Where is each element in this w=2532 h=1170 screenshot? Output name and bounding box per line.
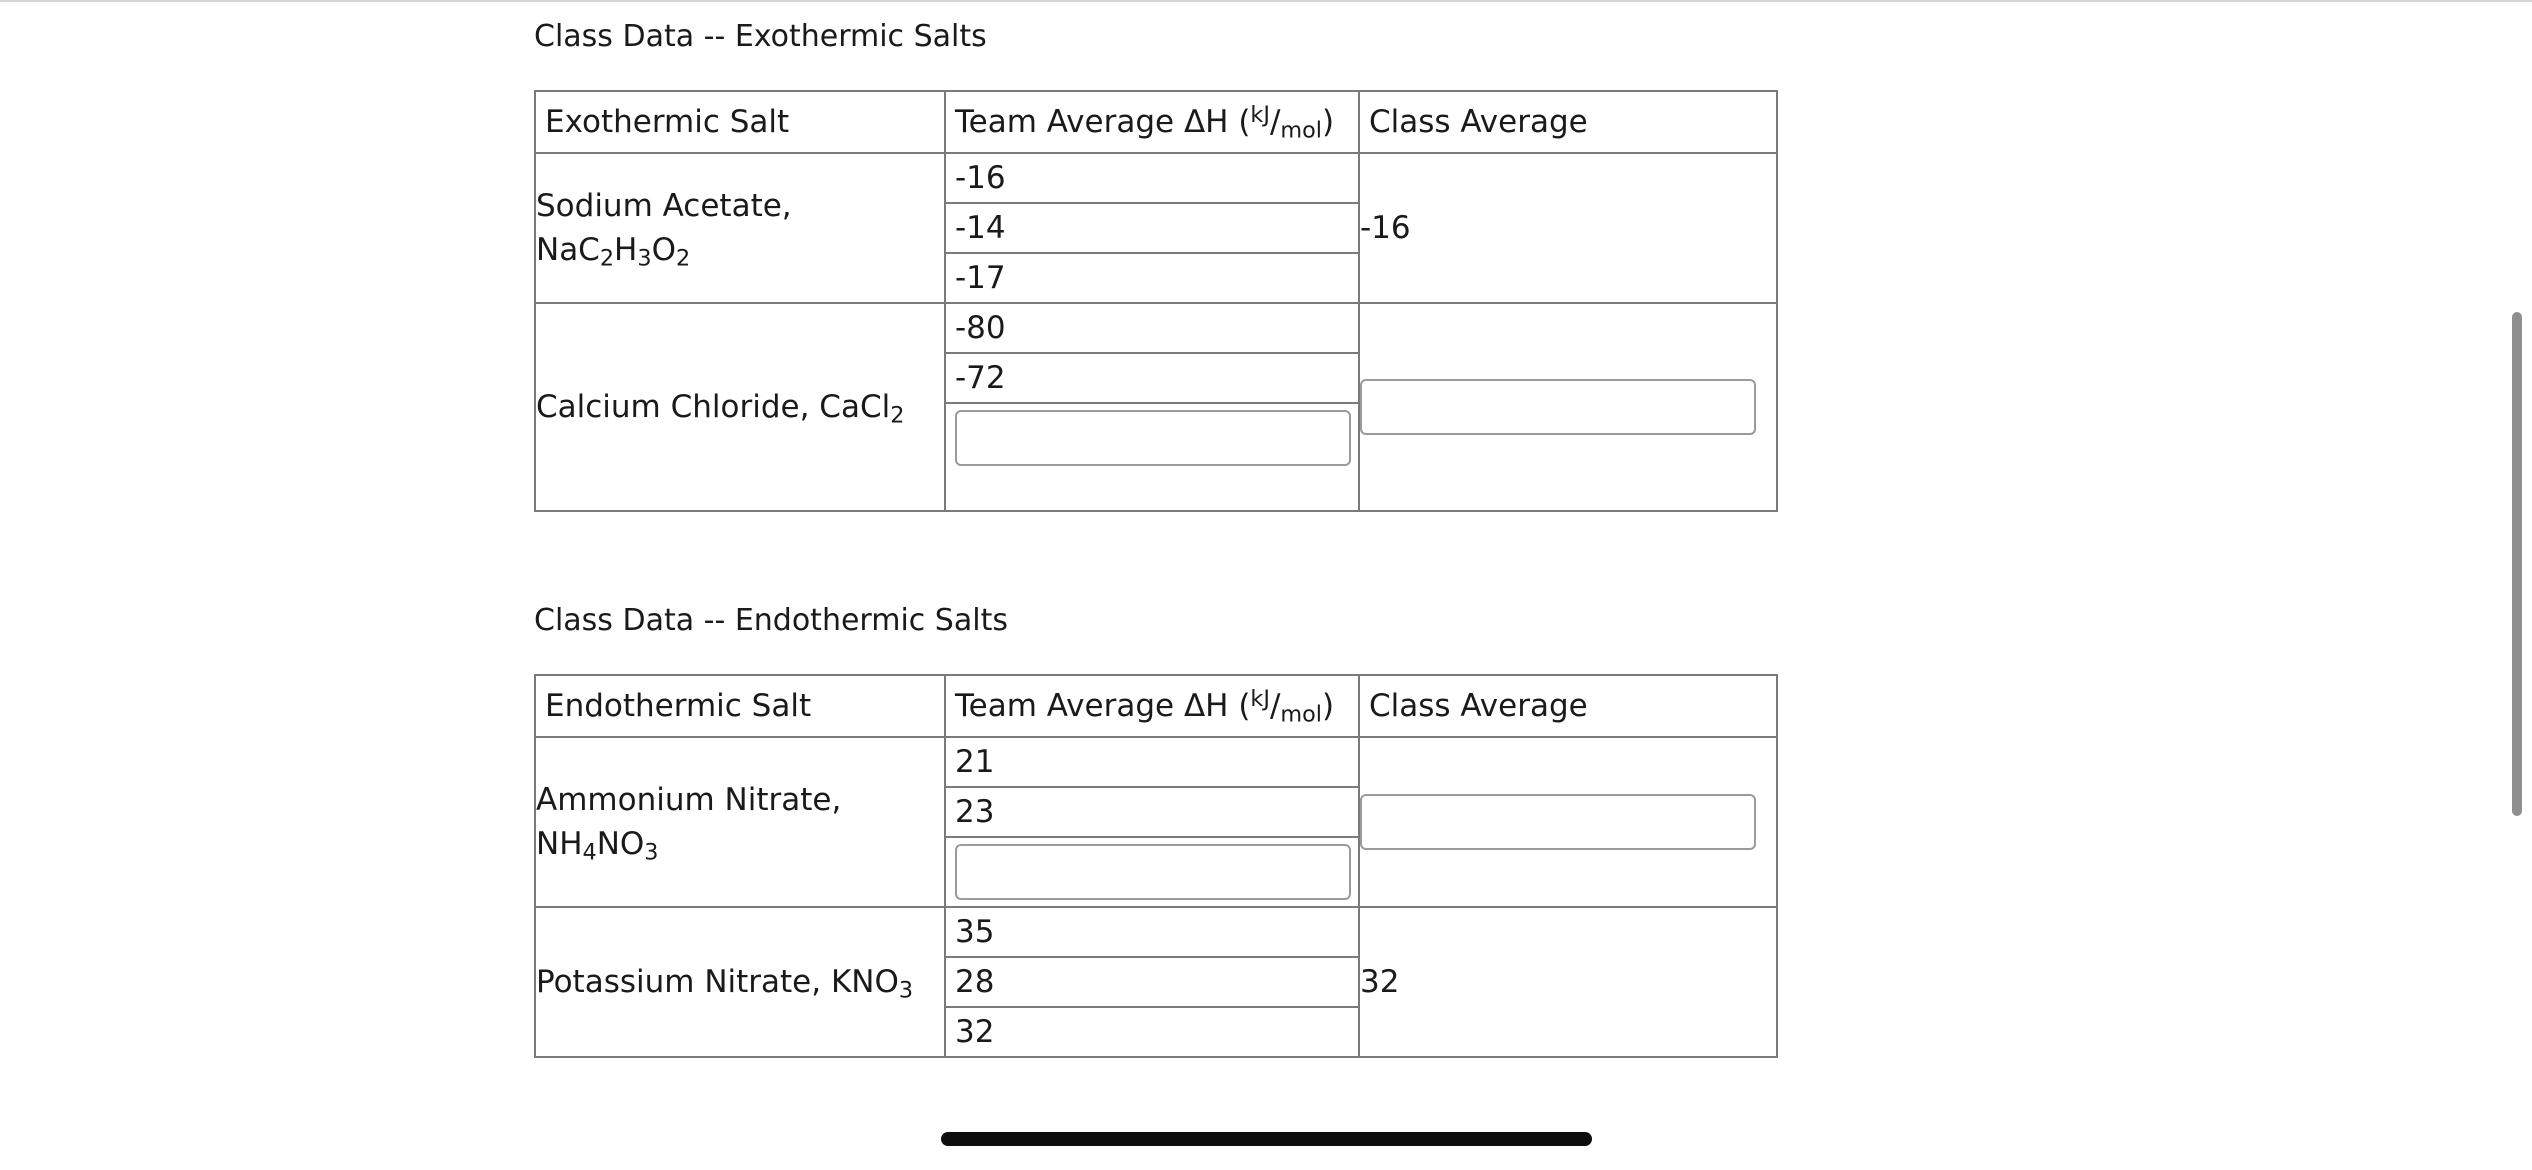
ammonium-nitrate-team-average-input[interactable] <box>955 844 1351 900</box>
header-class-average: Class Average <box>1359 91 1777 153</box>
team-values-potassium-nitrate <box>945 907 1359 1057</box>
table-header-row <box>535 91 1777 153</box>
class-average-sodium-acetate: -16 <box>1359 153 1777 303</box>
header-team-average: Team Average ΔH $(^{kJ}/_{mol})$ <box>945 91 1359 153</box>
table-row-potassium-nitrate <box>535 907 1777 1057</box>
salt-name-ammonium-nitrate: Ammonium Nitrate, $NH_4NO_3$ <box>535 737 945 907</box>
endothermic-section-title: Class Data -- Endothermic Salts <box>534 603 1008 638</box>
table-header-row <box>535 675 1777 737</box>
table-row-sodium-acetate <box>535 153 1777 303</box>
header-class-average: Class Average <box>1359 675 1777 737</box>
calcium-chloride-class-average-input[interactable] <box>1360 379 1756 435</box>
team-value: 23 <box>946 788 1358 838</box>
team-value: -17 <box>955 260 1006 296</box>
team-value: -14 <box>946 204 1358 254</box>
team-values-ammonium-nitrate <box>945 737 1359 907</box>
header-team-average: Team Average ΔH $(^{kJ}/_{mol})$ <box>945 675 1359 737</box>
exothermic-section-title: Class Data -- Exothermic Salts <box>534 19 987 54</box>
exothermic-table <box>534 90 1778 512</box>
team-value: -80 <box>946 304 1358 354</box>
vertical-scrollbar[interactable] <box>2512 312 2522 816</box>
class-average-cell-ammonium-nitrate <box>1359 737 1777 907</box>
team-value: 28 <box>946 958 1358 1008</box>
header-salt: Endothermic Salt <box>535 675 945 737</box>
salt-name-sodium-acetate: Sodium Acetate, $NaC_2H_3O_2$ <box>535 153 945 303</box>
home-indicator[interactable] <box>941 1132 1592 1146</box>
salt-name-calcium-chloride: Calcium Chloride, CaCl$_2$ <box>535 303 945 511</box>
team-value: -16 <box>946 154 1358 204</box>
header-salt: Exothermic Salt <box>535 91 945 153</box>
endothermic-table <box>534 674 1778 1058</box>
table-row-calcium-chloride <box>535 303 1777 511</box>
team-value: 32 <box>955 1014 995 1050</box>
top-divider <box>0 0 2532 2</box>
team-values-calcium-chloride <box>945 303 1359 511</box>
team-value: 35 <box>946 908 1358 958</box>
team-value-input-wrap <box>946 404 1358 510</box>
table-row-ammonium-nitrate <box>535 737 1777 907</box>
team-value: -72 <box>946 354 1358 404</box>
team-value: 21 <box>946 738 1358 788</box>
team-value-input-wrap <box>946 838 1358 906</box>
salt-name-potassium-nitrate: Potassium Nitrate, $KNO_3$ <box>535 907 945 1057</box>
calcium-chloride-team-average-input[interactable] <box>955 410 1351 466</box>
ammonium-nitrate-class-average-input[interactable] <box>1360 794 1756 850</box>
class-average-cell-calcium-chloride <box>1359 303 1777 511</box>
team-values-sodium-acetate <box>945 153 1359 303</box>
class-average-potassium-nitrate: 32 <box>1359 907 1777 1057</box>
